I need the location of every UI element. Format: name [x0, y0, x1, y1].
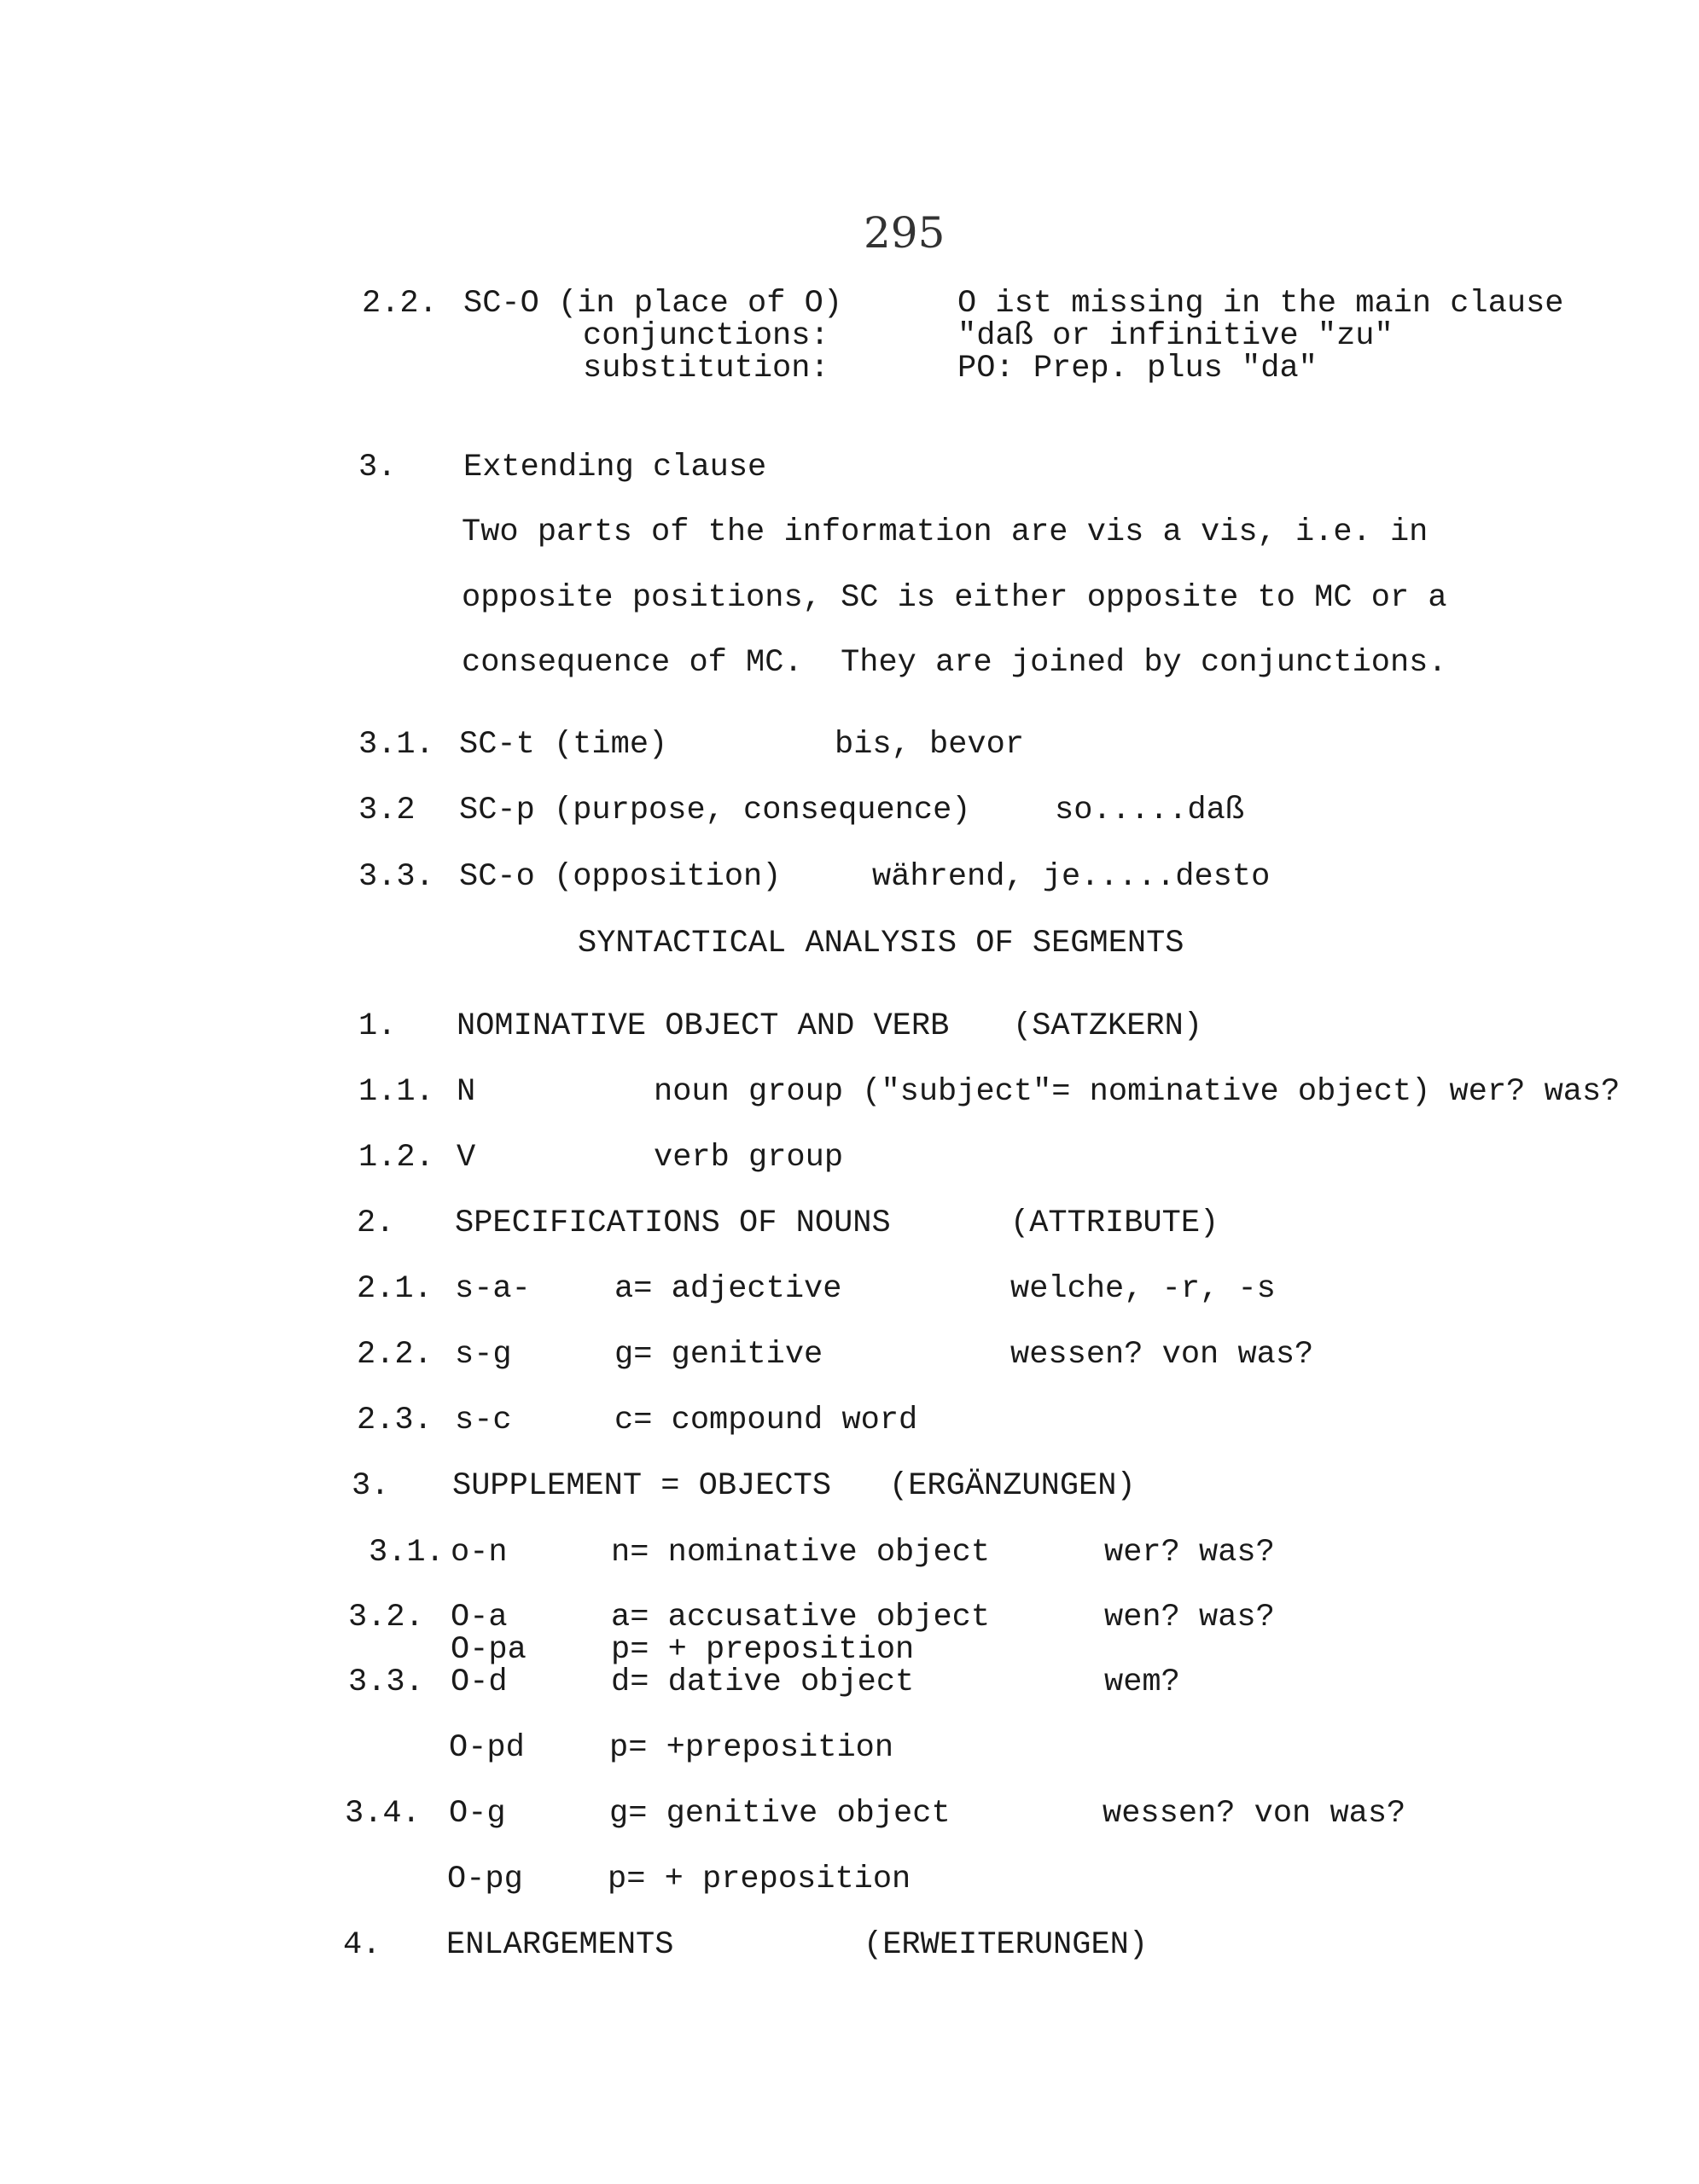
item-code: SC-o (opposition) — [459, 859, 782, 895]
item-code: O-a — [451, 1600, 508, 1635]
section-number: 1. — [358, 1008, 397, 1044]
item-number: 2.2. — [357, 1337, 433, 1373]
item-number: 2.1. — [357, 1271, 433, 1307]
conjunctions-value: "daß or infinitive "zu" — [957, 318, 1394, 354]
item-description: p= +preposition — [609, 1730, 894, 1766]
item-code: s-c — [455, 1403, 512, 1438]
section-heading: SYNTACTICAL ANALYSIS OF SEGMENTS — [578, 926, 1184, 961]
item-code: O-pd — [449, 1730, 525, 1766]
item-code: o-n — [451, 1535, 508, 1571]
item-number: 1.1. — [358, 1074, 434, 1110]
item-number: 3.2. — [348, 1600, 424, 1635]
item-number: 3.1. — [358, 727, 434, 763]
item-question: wem? — [1104, 1664, 1180, 1700]
section-number: 3. — [358, 450, 397, 485]
item-question: wessen? von was? — [1010, 1337, 1314, 1373]
item-question: wessen? von was? — [1103, 1796, 1406, 1832]
item-code: V — [457, 1140, 476, 1176]
item-description: noun group ("subject"= nominative object) wer? was? — [654, 1074, 1620, 1110]
section-number: 3. — [352, 1468, 390, 1504]
paragraph-line: opposite positions, SC is either opposite to MC or a — [462, 580, 1447, 616]
item-number: 1.2. — [358, 1140, 434, 1176]
item-code: N — [457, 1074, 476, 1110]
section-title: Extending clause — [463, 450, 767, 485]
page-number: 295 — [864, 208, 946, 258]
paragraph-line: Two parts of the information are vis a vis, i.e. in — [462, 514, 1428, 550]
item-number: 3.3. — [348, 1664, 424, 1700]
item-number: 3.4. — [345, 1796, 421, 1832]
conjunctions-label: conjunctions: — [583, 318, 829, 354]
substitution-value: PO: Prep. plus "da" — [957, 351, 1318, 386]
item-number: 3.1. — [369, 1535, 445, 1571]
item-description: verb group — [654, 1140, 844, 1176]
substitution-label: substitution: — [583, 351, 829, 386]
item-conjunctions: während, je.....desto — [872, 859, 1271, 895]
item-code: O-pa — [451, 1632, 527, 1668]
section-german-term: (ATTRIBUTE) — [1010, 1205, 1219, 1241]
item-number: 3.2 — [358, 793, 416, 828]
section-title: SUPPLEMENT = OBJECTS — [452, 1468, 832, 1504]
section-number: 2. — [357, 1205, 395, 1241]
item-description: p= + preposition — [611, 1632, 915, 1668]
section-german-term: (SATZKERN) — [1013, 1008, 1203, 1044]
section-number: 4. — [343, 1927, 381, 1963]
item-number: 3.3. — [358, 859, 434, 895]
item-description: g= genitive — [614, 1337, 823, 1373]
item-conjunctions: so.....daß — [1055, 793, 1245, 828]
section-title: ENLARGEMENTS — [446, 1927, 674, 1963]
item-code: s-a- — [455, 1271, 531, 1307]
section-german-term: (ERGÄNZUNGEN) — [889, 1468, 1136, 1504]
item-question: wen? was? — [1104, 1600, 1275, 1635]
item-question: welche, -r, -s — [1010, 1271, 1276, 1307]
paragraph-line: consequence of MC. They are joined by conjunctions. — [462, 645, 1447, 681]
item-code: O-pg — [447, 1862, 523, 1897]
item-description: O ist missing in the main clause — [957, 286, 1564, 322]
item-description: g= genitive object — [609, 1796, 951, 1832]
item-number: 2.3. — [357, 1403, 433, 1438]
item-code: SC-p (purpose, consequence) — [459, 793, 971, 828]
item-code: SC-t (time) — [459, 727, 668, 763]
item-description: c= compound word — [614, 1403, 918, 1438]
item-description: a= adjective — [614, 1271, 842, 1307]
item-code: O-d — [451, 1664, 508, 1700]
section-title: SPECIFICATIONS OF NOUNS — [455, 1205, 891, 1241]
item-description: n= nominative object — [611, 1535, 991, 1571]
item-description: p= + preposition — [608, 1862, 911, 1897]
item-code: s-g — [455, 1337, 512, 1373]
item-number: 2.2. — [362, 286, 438, 322]
item-description: a= accusative object — [611, 1600, 991, 1635]
item-heading: SC-O (in place of O) — [463, 286, 843, 322]
section-title: NOMINATIVE OBJECT AND VERB — [457, 1008, 950, 1044]
item-question: wer? was? — [1104, 1535, 1275, 1571]
item-description: d= dative object — [611, 1664, 915, 1700]
item-code: O-g — [449, 1796, 506, 1832]
section-german-term: (ERWEITERUNGEN) — [864, 1927, 1149, 1963]
item-conjunctions: bis, bevor — [835, 727, 1025, 763]
